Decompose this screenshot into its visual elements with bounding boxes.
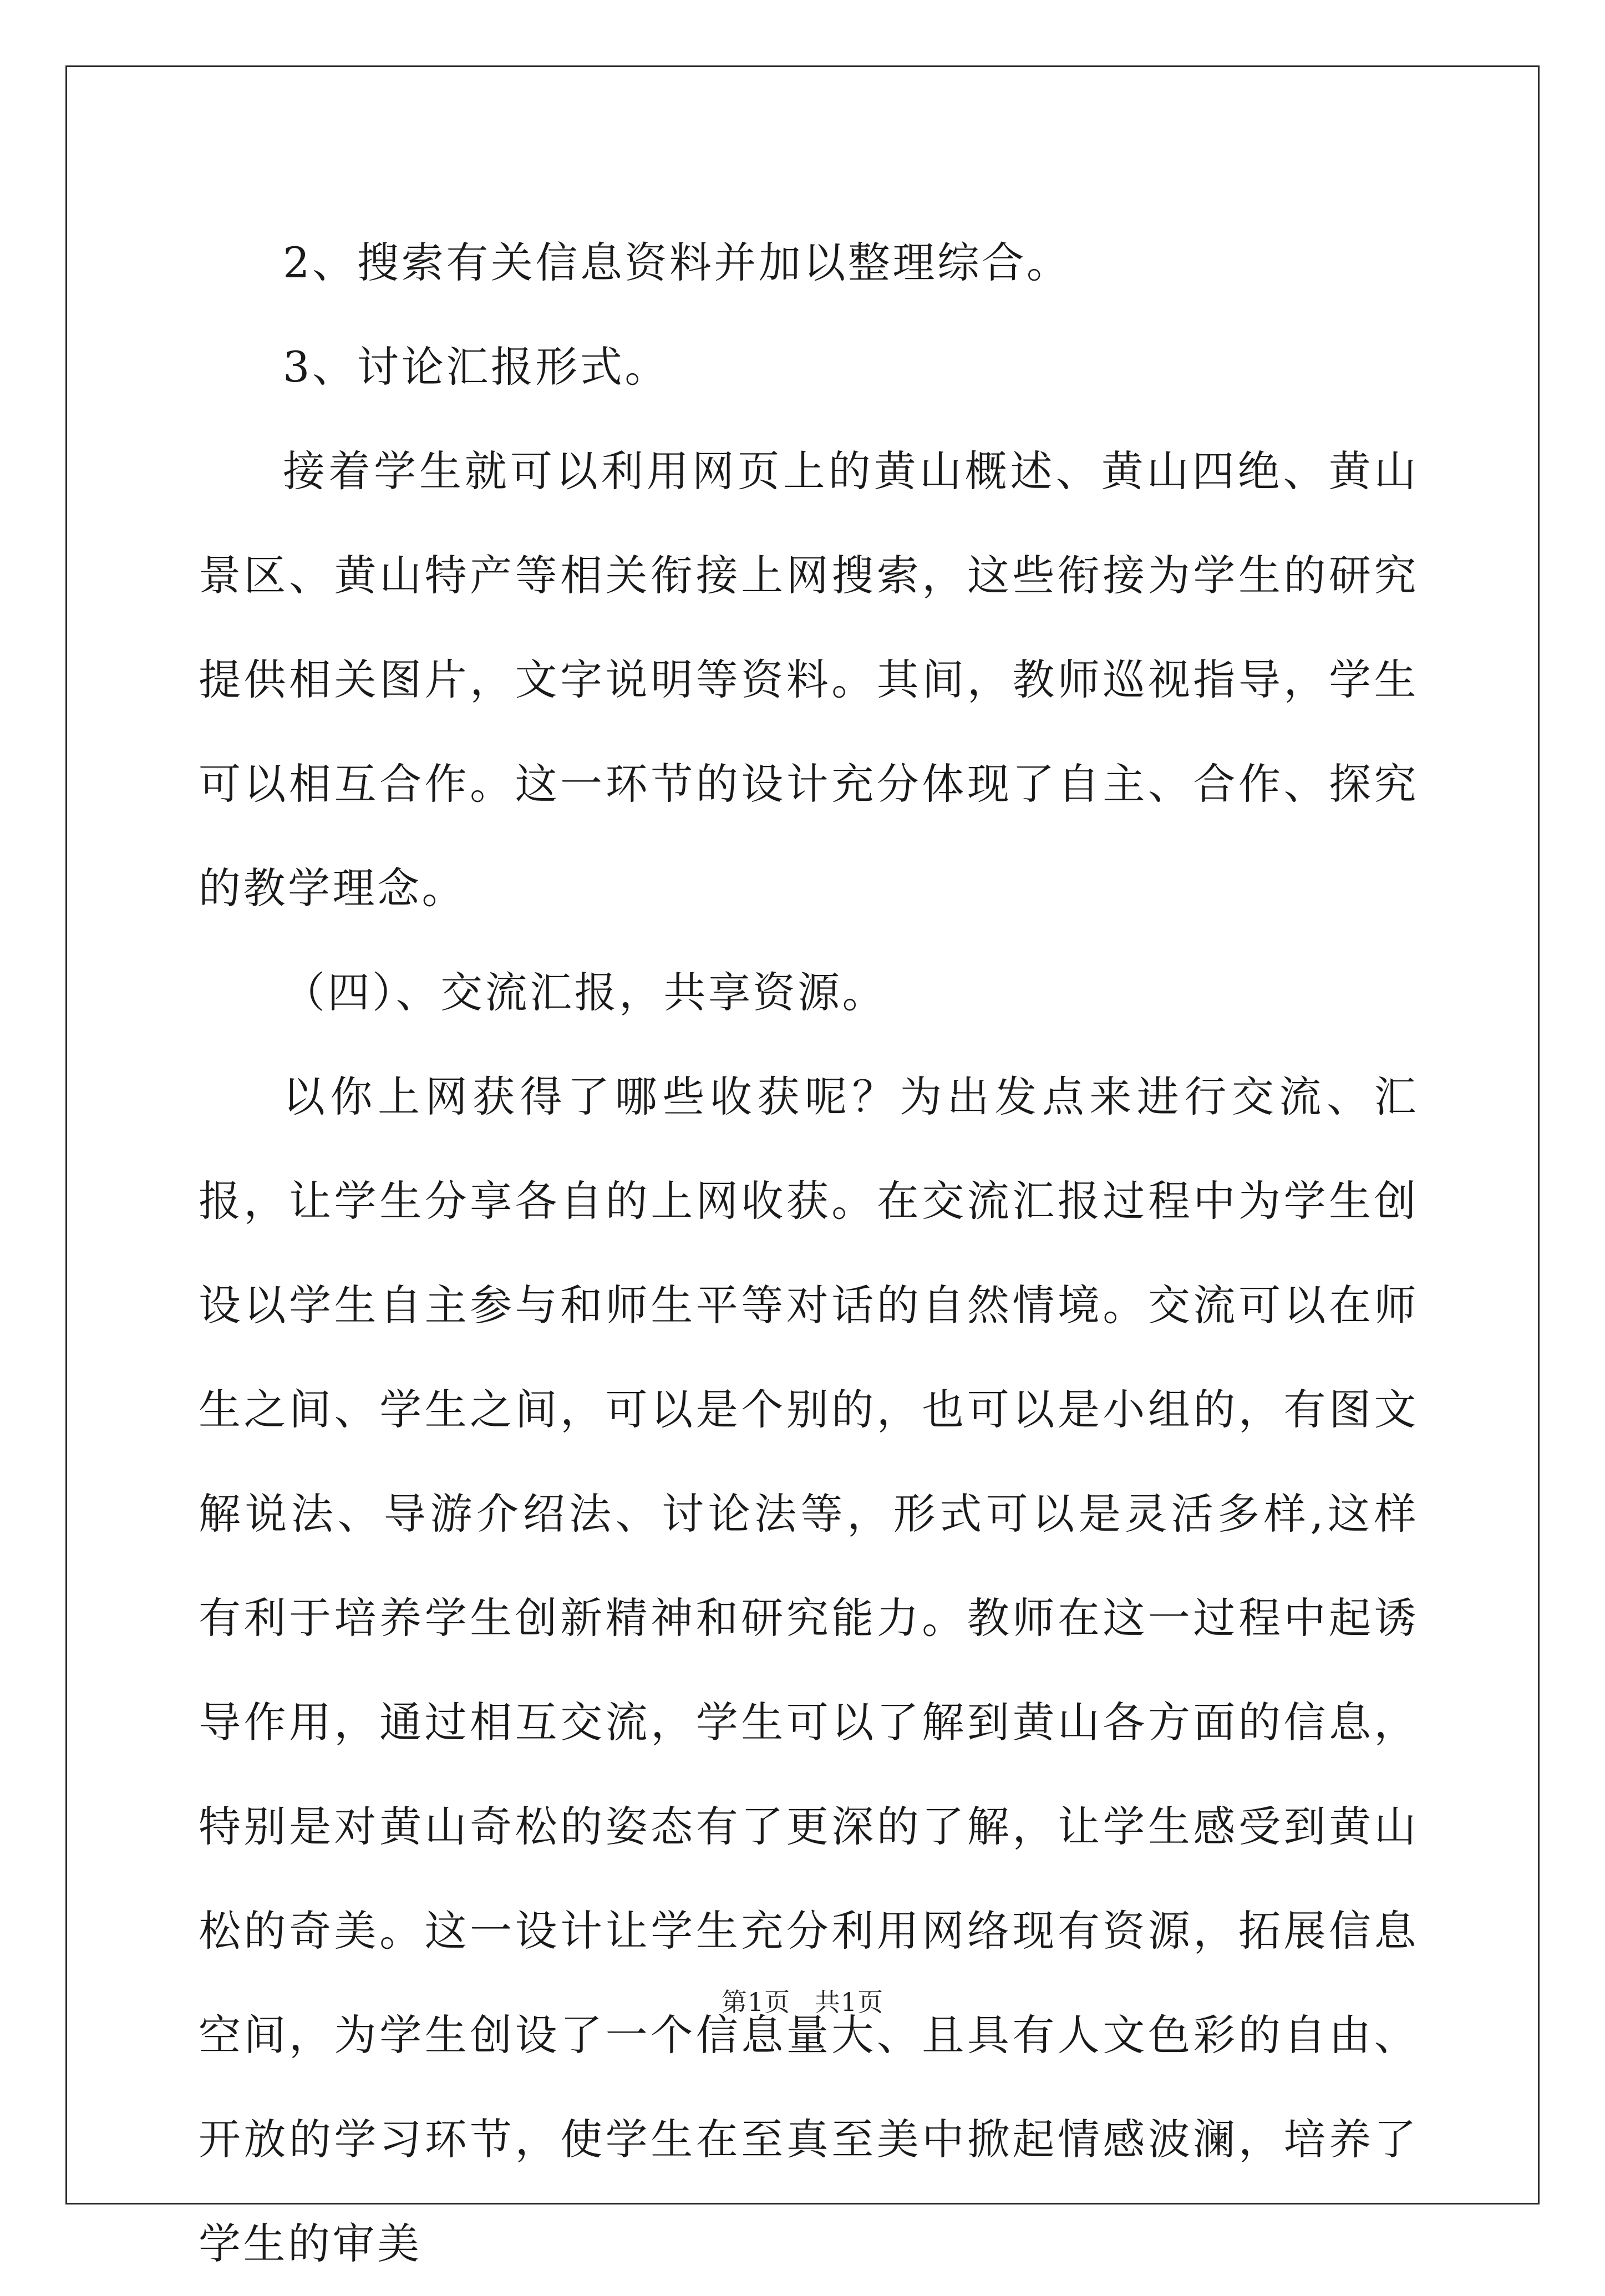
paragraph-step-2: 2、搜索有关信息资料并加以整理综合。: [283, 238, 1071, 287]
paragraph-step-3: 3、讨论汇报形式。: [283, 342, 669, 392]
section-heading-exchange: （四）、交流汇报，共享资源。: [283, 968, 887, 1017]
paragraph-search-description: 接着学生就可以利用网页上的黄山概述、黄山四绝、黄山景区、黄山特产等相关衔接上网搜索，这些衔接为学生的研究提供相关图片，文字说明等资料。其间，教师巡视指导，学生可以相互合作。这一环节的设计充分体现了自主、合作、探究的教学理念。: [199, 446, 1419, 913]
page-total: 共1页: [814, 1987, 884, 2017]
page-footer: [0, 1985, 1605, 2019]
document-body: [199, 211, 1419, 2296]
paragraph-exchange-description: 以你上网获得了哪些收获呢？为出发点来进行交流、汇报，让学生分享各自的上网收获。在交流汇报过程中为学生创设以学生自主参与和师生平等对话的自然情境。交流可以在师生之间、学生之间，可以是个别的，也可以是小组的，有图文解说法、导游介绍法、讨论法等，形式可以是灵活多样,这样有利于培养学生创新精神和研究能力。教师在这一过程中起诱导作用，通过相互交流，学生可以了解到黄山各方面的信息，特别是对黄山奇松的姿态有了更深的了解，让学生感受到黄山松的奇美。这一设计让学生充分利用网络现有资源，拓展信息空间，为学生创设了一个信息量大、且具有人文色彩的自由、开放的学习环节，使学生在至真至美中掀起情感波澜，培养了学生的审美: [199, 1072, 1419, 2268]
page-number: 第1页: [721, 1987, 791, 2017]
